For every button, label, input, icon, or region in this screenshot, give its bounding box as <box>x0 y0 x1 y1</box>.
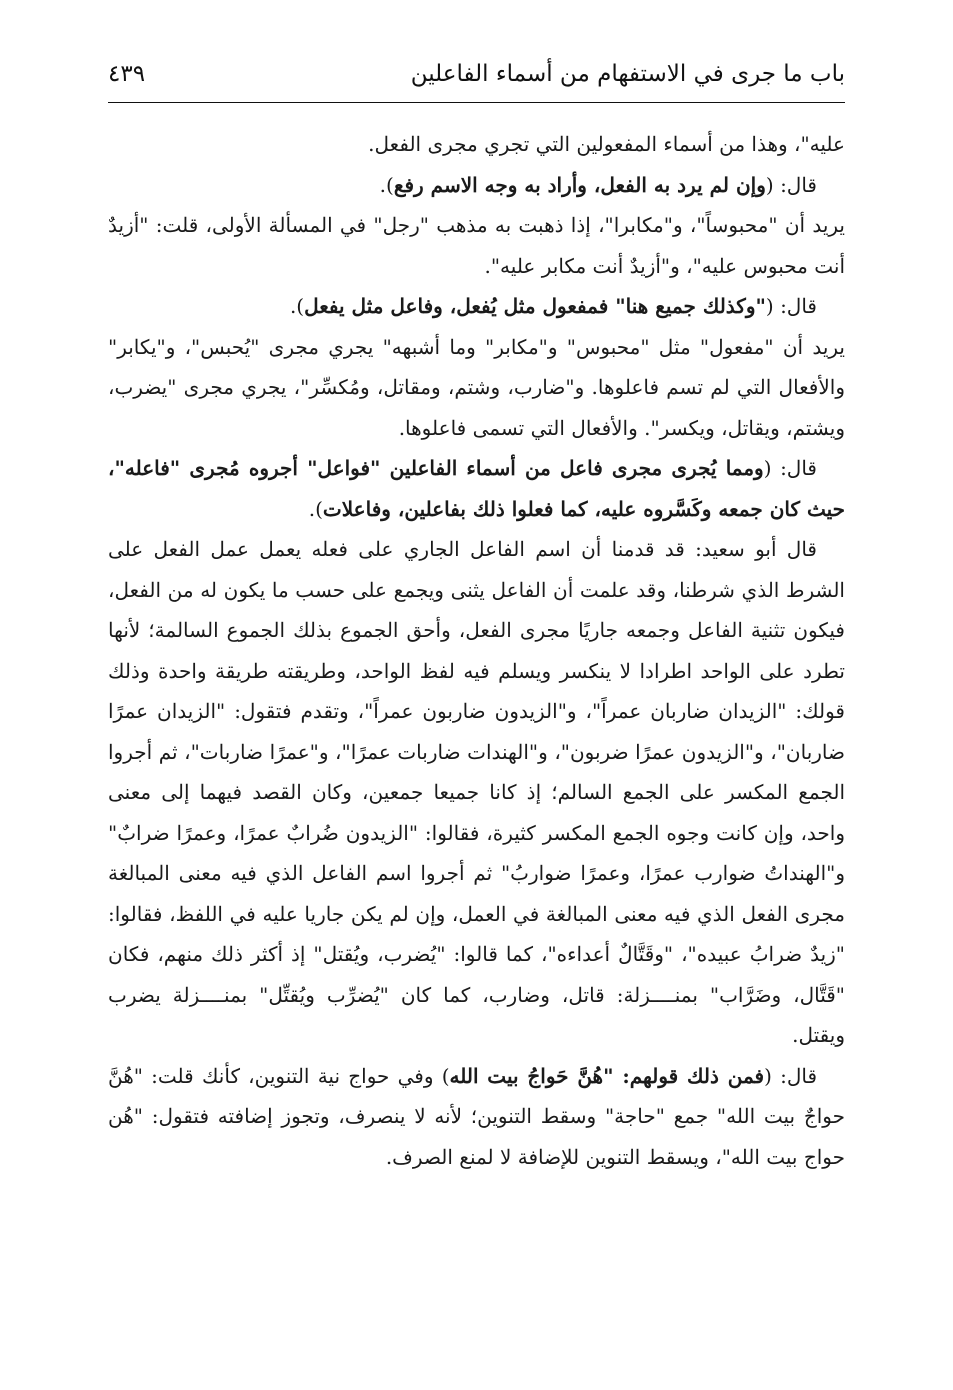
paragraph <box>108 327 845 449</box>
quoted-text: فمن ذلك قولهم: "هُنَّ حَواجُ بيت الله <box>449 1063 765 1088</box>
paragraph <box>108 286 845 327</box>
page-body <box>108 124 845 1177</box>
quoted-text: ومما يُجرى مجرى فاعل من أسماء الفاعلين "فواعل" أجروه مُجرى "فاعله"، حيث كان جمعه وكَسَّروه عليه، كما فعلوا ذلك بفاعلين، وفاعلات <box>108 456 845 521</box>
paragraph-text: يريد أن "محبوساً"، و"مكابرا"، إذا ذهبت به مذهب "رجل" في المسألة الأولى، قلت: "أزيدٌ أنت محبوس عليه"، و"أزيدٌ أنت مكابر عليه". <box>108 213 845 278</box>
quoted-text: "وكذلك جميع هنا" فمفعول مثل يُفعل، وفاعل مثل يفعل <box>304 294 766 318</box>
page-number: ٤٣٩ <box>108 61 146 87</box>
paragraph-text: قال أبو سعيد: قد قدمنا أن اسم الفاعل الجاري على فعله يعمل عمل الفعل على الشرط الذي شرطنا، وقد علمت أن الفاعل يثنى ويجمع على حسب ما يكون له من الفعل، فيكون تثنية الفاعل وجمعه جاريًا مجرى الفعل، وأحق الجموع بذلك الجموع السالمة؛ لأنها تطرد على الواحد اطرادا لا ينكسر ويسلم فيه لفظ الواحد، وطريقته طريقة واحدة وذلك قولك: "الزيدان ضاربان عمراً"، و"الزيدون ضاربون عمراً"، وتقدم فتقول: "الزيدان عمرًا ضاربان"، و"الزيدون عمرًا ضربون"، و"الهندات ضاربات عمرًا"، و"عمرًا ضاربات"، ثم أجروا الجمع المكسر على الجمع السالم؛ إذ كانا جميعا جمعين، وكان القصد فيهما إلى معنى واحد، وإن كانت وجوه الجمع المكسر كثيرة، فقالوا: "الزيدون ضُرابٌ عمرًا، وعمرًا ضرابٌ" و"الهنداتُ ضوارب عمرًا، وعمرًا ضواربُ" ثم أجروا اسم الفاعل الذي فيه معنى المبالغة مجرى الفعل الذي فيه معنى المبالغة في العمل، وإن لم يكن جاريا عليه في اللفظ، فقالوا: "زيدٌ ضرابُ عبيده"، "وقَتَّالٌ أعداءه"، كما قالوا: "يُضرب، ويُقتل" إذ أكثر ذلك منهم، فكان "قَتَّال، وضَرَّاب" بمنــــزلة: قاتل، وضارب، كما كان "يُضرِّب ويُقتِّل" بمنــــزلة يضرب ويقتل. <box>108 537 845 1047</box>
chapter-title: باب ما جرى في الاستفهام من أسماء الفاعلين <box>410 61 845 87</box>
paragraph-text: ). <box>379 172 394 197</box>
paragraph <box>108 529 845 1056</box>
paragraph <box>108 124 845 165</box>
paragraph <box>108 448 845 529</box>
paragraph-text: عليه"، وهذا من أسماء المفعولين التي تجري مجرى الفعل. <box>368 132 845 156</box>
paragraph-text: ). <box>308 496 323 521</box>
paragraph-lead: قال: ( <box>763 456 817 480</box>
paragraph <box>108 205 845 286</box>
paragraph-lead: قال: ( <box>765 294 817 318</box>
header-rule <box>108 102 845 103</box>
paragraph-text: يريد أن "مفعول" مثل "محبوس" و"مكابر" وما أشبهه" يجري مجرى "يُحبس"، و"يكابر" والأفعال التي لم تسم فاعلوها. و"ضارب، وشتم، ومقاتل، ومُكسِّر"، يجري مجرى "يضرب، ويشتم، ويقاتل، ويكسر". والأفعال التي تسمى فاعلوها. <box>108 334 845 440</box>
paragraph <box>108 165 845 206</box>
paragraph-lead: قال: ( <box>765 172 817 197</box>
running-head <box>108 52 845 96</box>
paragraph-text: ). <box>289 294 305 318</box>
quoted-text: وإن لم يرد به الفعل، وأراد به وجه الاسم رفع <box>393 172 766 197</box>
paragraph-text: ) وفي حواج نية التنوين، كأنك قلت: "هُنَّ حواجٌ بيت الله" جمع "حاجة" وسقط التنوين؛ لأنه لا ينصرف، وتجوز إضافته فتقول: "هُن حواج بيت الله"، ويسقط التنوين للإضافة لا لمنع الصرف. <box>108 1063 845 1169</box>
paragraph <box>108 1056 845 1178</box>
paragraph-lead: قال: ( <box>764 1063 818 1088</box>
